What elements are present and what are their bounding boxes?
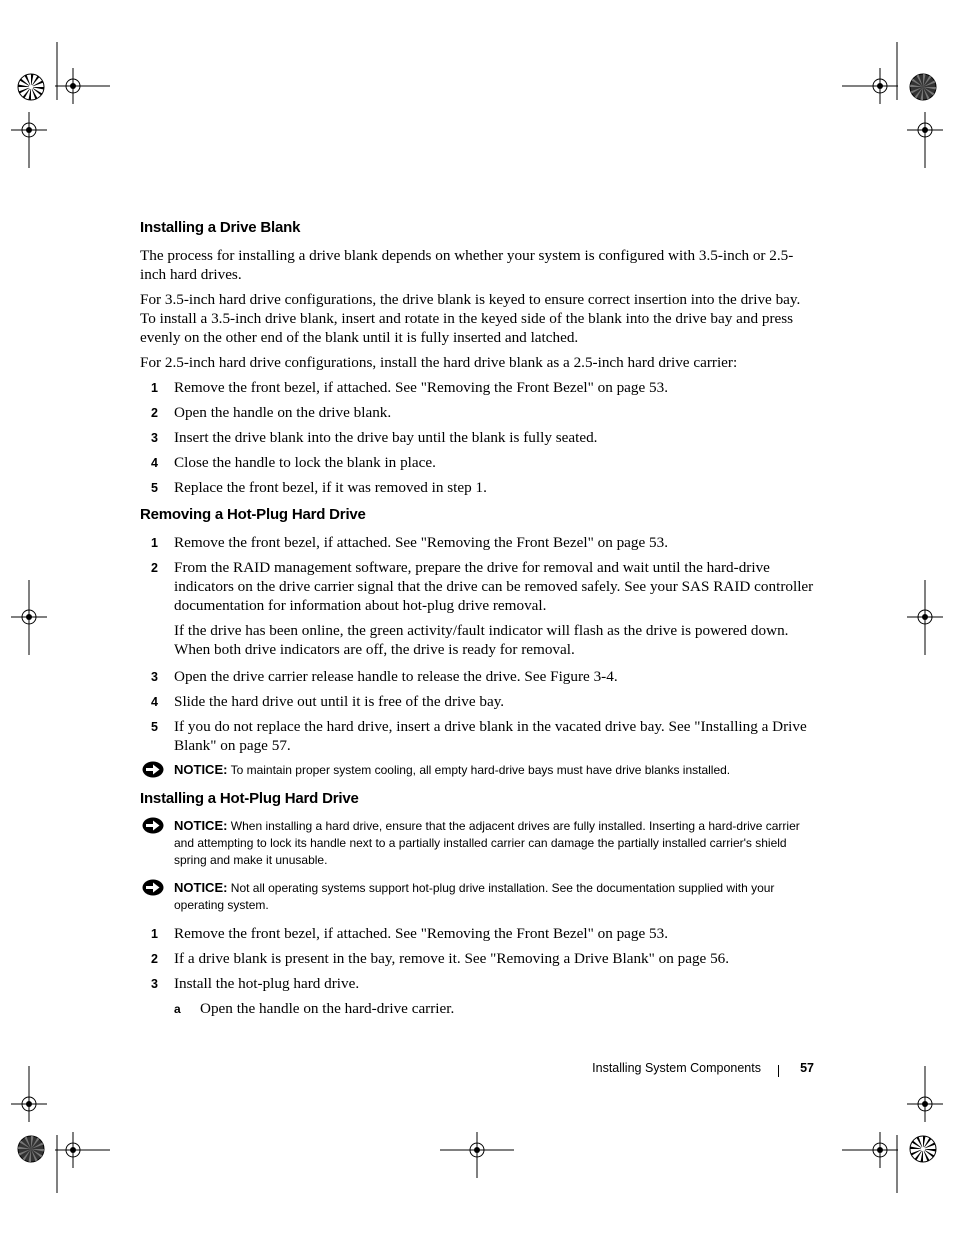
footer-chapter-title: Installing System Components (592, 1061, 761, 1075)
list-item (140, 378, 814, 397)
section-heading-removing-hot-plug: Removing a Hot-Plug Hard Drive (140, 506, 366, 523)
step-continuation-note: If the drive has been online, the green activity/fault indicator will flash as the drive is powered down. When both drive indicators are off, the drive is ready for removal. (174, 622, 789, 658)
notice-label: NOTICE: (174, 880, 228, 895)
substep-letter: a (174, 1002, 181, 1016)
list-item (140, 692, 814, 711)
notice-text: When installing a hard drive, ensure that the adjacent drives are fully installed. Inserting a hard-drive carrier and attempting to lock its handle next to a partially installed carrier can damage the partially installed carrier's shield spring and make it unusable. (174, 819, 800, 867)
step-number: 4 (151, 695, 158, 709)
step-text: Open the drive carrier release handle to release the drive. See Figure 3-4. (174, 668, 618, 685)
step-number: 2 (151, 406, 158, 420)
list-item (140, 924, 814, 943)
list-item (140, 558, 814, 615)
removing-steps-continued (140, 667, 814, 755)
step-text: Install the hot-plug hard drive. (174, 975, 360, 992)
step-text: If a drive blank is present in the bay, remove it. See "Removing a Drive Blank" on page 56. (174, 950, 730, 967)
section-heading-installing-hot-plug: Installing a Hot-Plug Hard Drive (140, 790, 359, 807)
step-number: 1 (151, 381, 158, 395)
step-text: Remove the front bezel, if attached. See "Removing the Front Bezel" on page 53. (174, 379, 669, 396)
step-number: 3 (151, 670, 158, 684)
substep-text: Open the handle on the hard-drive carrier. (200, 1000, 455, 1017)
list-item (140, 453, 814, 472)
page-number: 57 (800, 1061, 814, 1075)
notice-text: To maintain proper system cooling, all empty hard-drive bays must have drive blanks installed. (227, 763, 731, 777)
section-heading-installing-drive-blank: Installing a Drive Blank (140, 219, 301, 236)
step-text: Slide the hard drive out until it is free of the drive bay. (174, 693, 505, 710)
step-text: Remove the front bezel, if attached. See "Removing the Front Bezel" on page 53. (174, 534, 669, 551)
step-text: If you do not replace the hard drive, insert a drive blank in the vacated drive bay. See "Installing a Drive Blank" on page 57. (174, 718, 807, 754)
notice-adjacent-drives (140, 817, 814, 869)
list-item (140, 717, 814, 755)
list-item (140, 478, 814, 497)
arrow-circle-icon (142, 817, 164, 834)
list-item (140, 949, 814, 968)
step-number: 2 (151, 561, 158, 575)
installing-steps (140, 924, 814, 993)
notice-cooling (140, 761, 814, 779)
page-footer (560, 1061, 814, 1081)
removing-steps (140, 533, 814, 615)
notice-text: Not all operating systems support hot-plug drive installation. See the documentation supplied with your operating system. (174, 881, 775, 912)
step-text: Insert the drive blank into the drive bay until the blank is fully seated. (174, 429, 598, 446)
step-number: 5 (151, 481, 158, 495)
step-number: 5 (151, 720, 158, 734)
notice-label: NOTICE: (174, 818, 228, 833)
list-item (140, 667, 814, 686)
footer-divider (778, 1065, 779, 1077)
step-text: Open the handle on the drive blank. (174, 404, 392, 421)
substep (140, 999, 814, 1018)
list-item (140, 428, 814, 447)
paragraph-3-5-inch: For 3.5-inch hard drive configurations, the drive blank is keyed to ensure correct insertion into the drive bay. To install a 3.5-inch drive blank, insert and rotate in the keyed side of the blank into the drive bay and press evenly on the other end of the blank until it is fully inserted and latched. (140, 291, 801, 346)
step-number: 3 (151, 977, 158, 991)
drive-blank-steps (140, 378, 814, 497)
step-text: Close the handle to lock the blank in place. (174, 454, 436, 471)
notice-os-support (140, 879, 814, 914)
list-item (140, 974, 814, 993)
step-number: 1 (151, 927, 158, 941)
arrow-circle-icon (142, 761, 164, 778)
notice-label: NOTICE: (174, 762, 228, 777)
step-text: Remove the front bezel, if attached. See "Removing the Front Bezel" on page 53. (174, 925, 669, 942)
page-content (140, 218, 814, 1024)
step-number: 4 (151, 456, 158, 470)
list-item (140, 533, 814, 552)
step-number: 2 (151, 952, 158, 966)
step-text: Replace the front bezel, if it was removed in step 1. (174, 479, 487, 496)
paragraph-2-5-inch: For 2.5-inch hard drive configurations, install the hard drive blank as a 2.5-inch hard drive carrier: (140, 354, 738, 371)
step-number: 3 (151, 431, 158, 445)
step-number: 1 (151, 536, 158, 550)
arrow-circle-icon (142, 879, 164, 896)
step-text: From the RAID management software, prepare the drive for removal and wait until the hard-drive indicators on the drive carrier signal that the drive can be removed safely. See your SAS RAID controller documentation for information about hot-plug drive removal. (174, 559, 814, 614)
list-item (140, 403, 814, 422)
intro-paragraph: The process for installing a drive blank depends on whether your system is configured with 3.5-inch or 2.5-inch hard drives. (140, 247, 794, 283)
